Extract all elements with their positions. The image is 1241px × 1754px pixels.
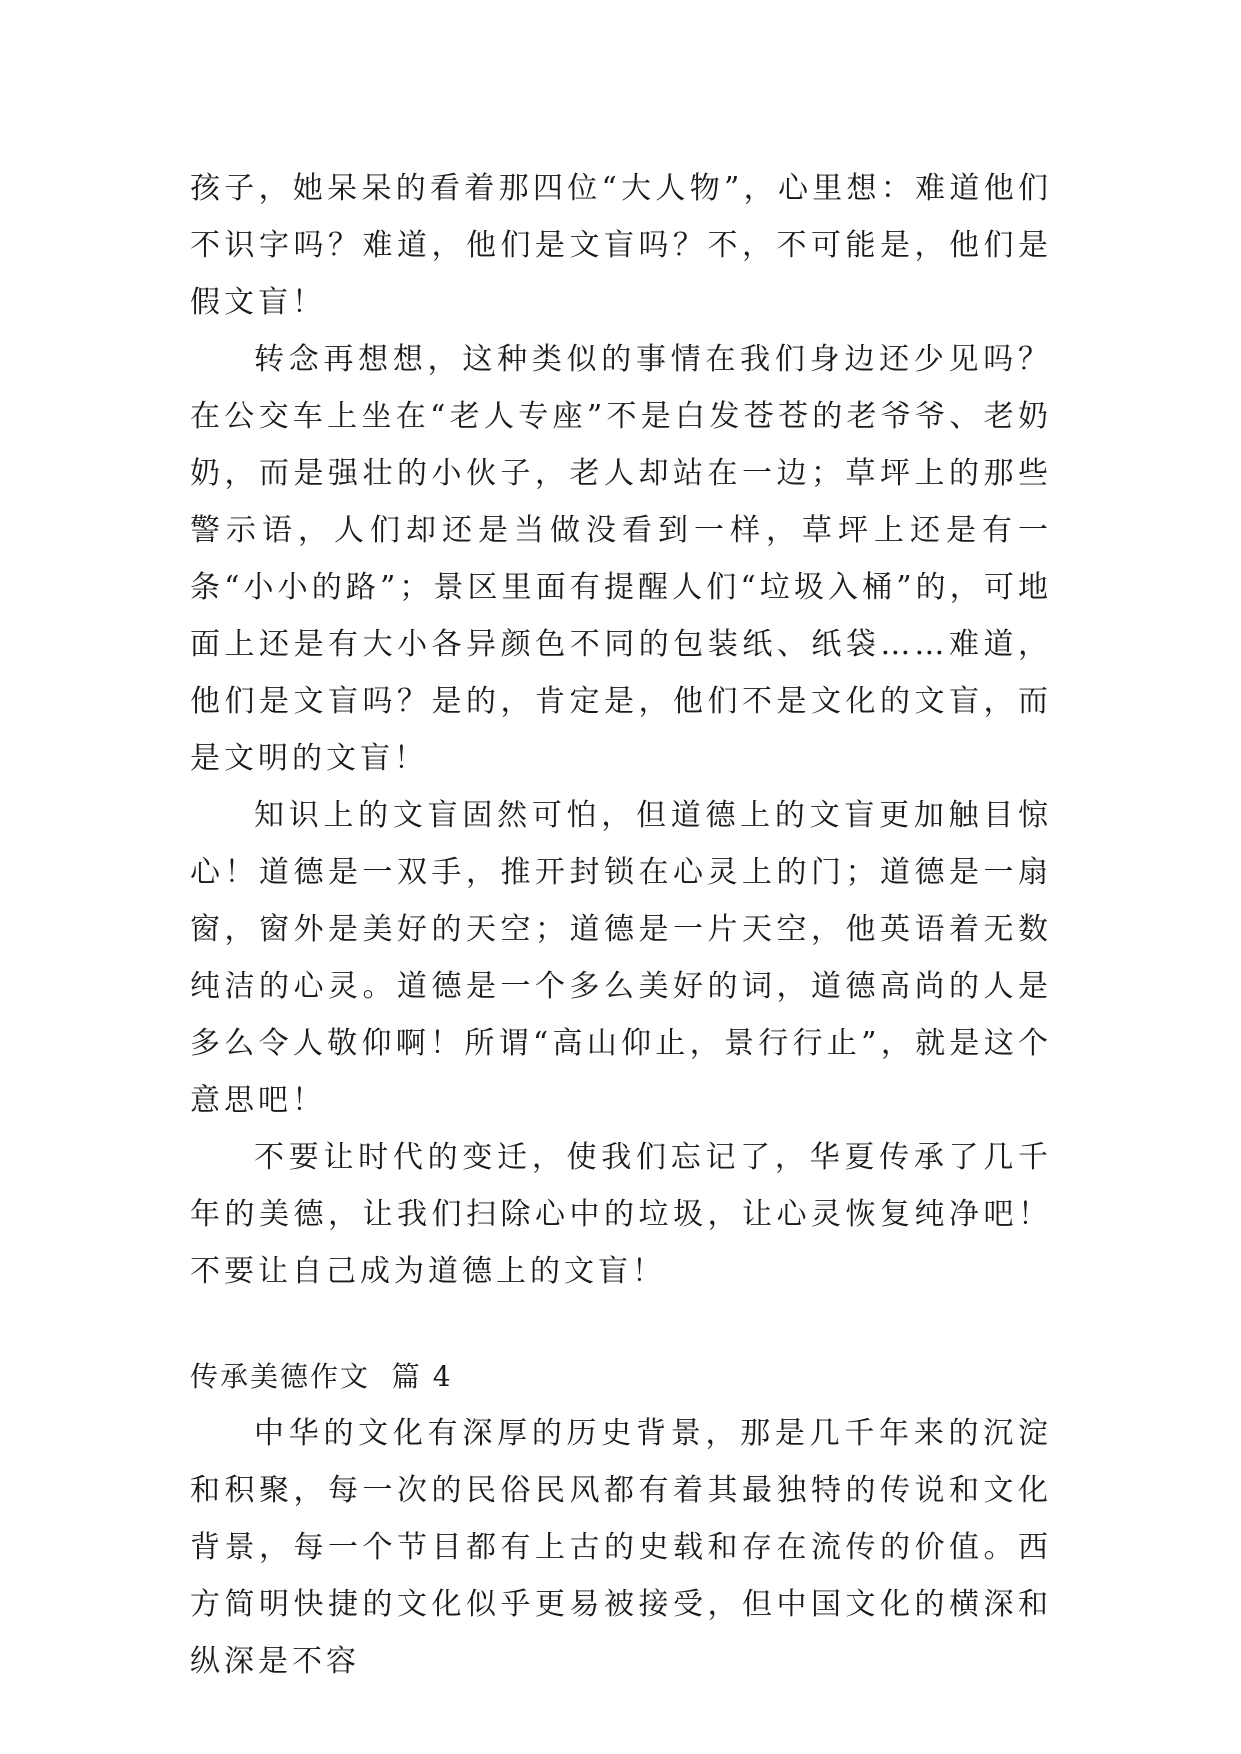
paragraph-4: 不要让时代的变迁，使我们忘记了，华夏传承了几千年的美德，让我们扫除心中的垃圾，让心灵恢复纯净吧！不要让自己成为道德上的文盲！ <box>190 1140 1052 1289</box>
paragraph-1: 孩子，她呆呆的看着那四位“大人物”，心里想：难道他们不识字吗？难道，他们是文盲吗？不，不可能是，他们是假文盲！ <box>190 171 1052 320</box>
paragraph-3: 知识上的文盲固然可怕，但道德上的文盲更加触目惊心！道德是一双手，推开封锁在心灵上的门；道德是一扇窗，窗外是美好的天空；道德是一片天空，他英语着无数纯洁的心灵。道德是一个多么美好的词，道德高尚的人是多么令人敬仰啊！所谓“高山仰止，景行行止”，就是这个意思吧！ <box>190 798 1052 1118</box>
section-title: 传承美德作文 篇 4 <box>190 1360 453 1393</box>
paragraph-2: 转念再想想，这种类似的事情在我们身边还少见吗？在公交车上坐在“老人专座”不是白发苍苍的老爷爷、老奶奶，而是强壮的小伙子，老人却站在一边；草坪上的那些警示语，人们却还是当做没看到一样，草坪上还是有一条“小小的路”；景区里面有提醒人们“垃圾入桶”的，可地面上还是有大小各异颜色不同的包装纸、纸袋……难道，他们是文盲吗？是的，肯定是，他们不是文化的文盲，而是文明的文盲！ <box>190 342 1052 776</box>
document-page <box>190 160 1052 1690</box>
paragraph-5: 中华的文化有深厚的历史背景，那是几千年来的沉淀和积聚，每一次的民俗民风都有着其最独特的传说和文化背景，每一个节目都有上古的史载和存在流传的价值。西方简明快捷的文化似乎更易被接受，但中国文化的横深和纵深是不容 <box>190 1416 1052 1679</box>
